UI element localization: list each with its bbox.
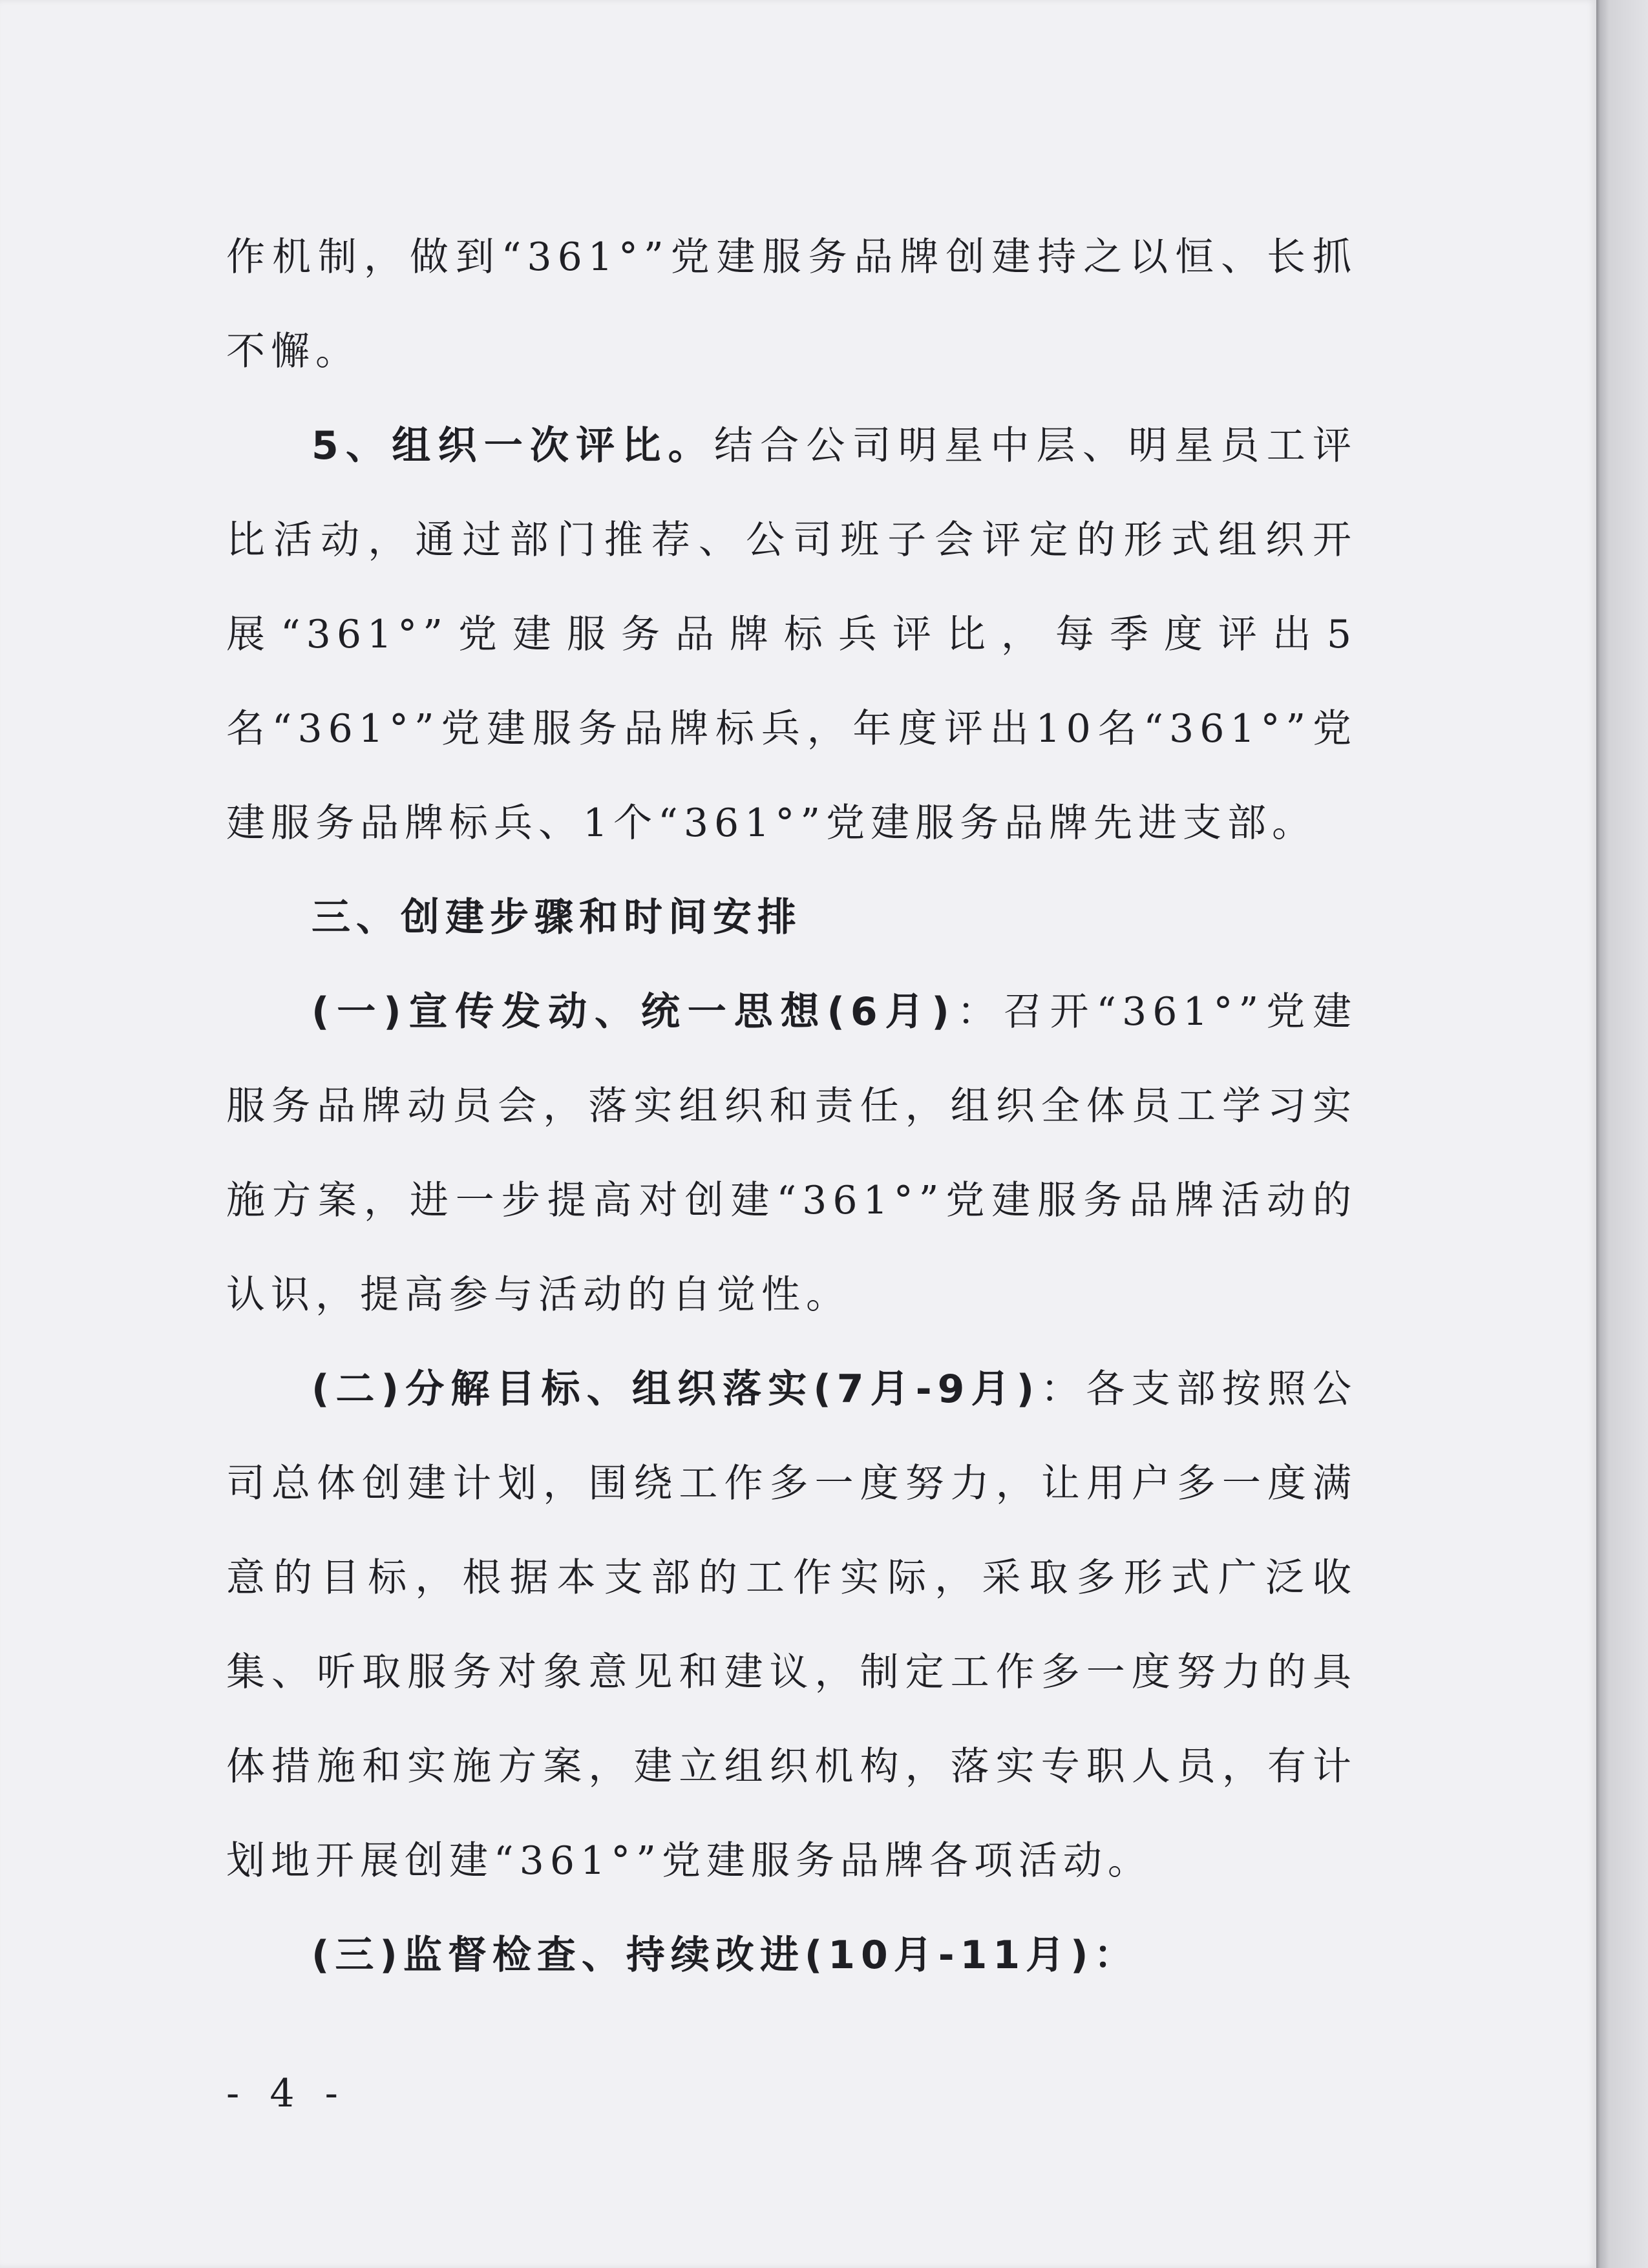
paragraph-5-lead: (三)监督检查、持续改进(10月-11月)： [312,1933,1139,1978]
paragraph-1 [226,210,1357,399]
paragraph-2 [226,399,1357,870]
paragraph-4 [226,1342,1357,1908]
paragraph-4-text: ：各支部按照公司总体创建计划，围绕工作多一度努力，让用户多一度满意的目标，根据本支部的工作实际，采取多形式广泛收集、听取服务对象意见和建议，制定工作多一度努力的具体措施和实施方案，建立组织机构，落实专职人员，有计划地开展创建“361°”党建服务品牌各项活动。 [226,1367,1357,1884]
paragraph-2-lead: 5、组织一次评比。 [312,423,714,468]
paragraph-1-text: 作机制，做到“361°”党建服务品牌创建持之以恒、长抓不懈。 [226,235,1357,374]
paragraph-3-text: ：召开“361°”党建服务品牌动员会，落实组织和责任，组织全体员工学习实施方案，进一步提高对创建“361°”党建服务品牌活动的认识，提高参与活动的自觉性。 [226,989,1358,1318]
paragraph-3 [226,965,1357,1342]
section-heading-text: 三、创建步骤和时间安排 [312,895,802,940]
section-heading [226,870,1357,965]
page-number: - 4 - [226,2071,347,2116]
paragraph-2-text: 结合公司明星中层、明星员工评比活动，通过部门推荐、公司班子会评定的形式组织开展“361°”党建服务品牌标兵评比，每季度评出5名“361°”党建服务品牌标兵，年度评出10名“361°”党建服务品牌标兵、1个“361°”党建服务品牌先进支部。 [226,423,1358,846]
document-body [226,210,1357,2002]
paragraph-4-lead: (二)分解目标、组织落实(7月-9月) [312,1367,1041,1412]
paragraph-5 [226,1908,1357,2002]
page-binding-edge [1596,0,1648,2268]
paragraph-3-lead: (一)宣传发动、统一思想(6月) [312,989,955,1034]
